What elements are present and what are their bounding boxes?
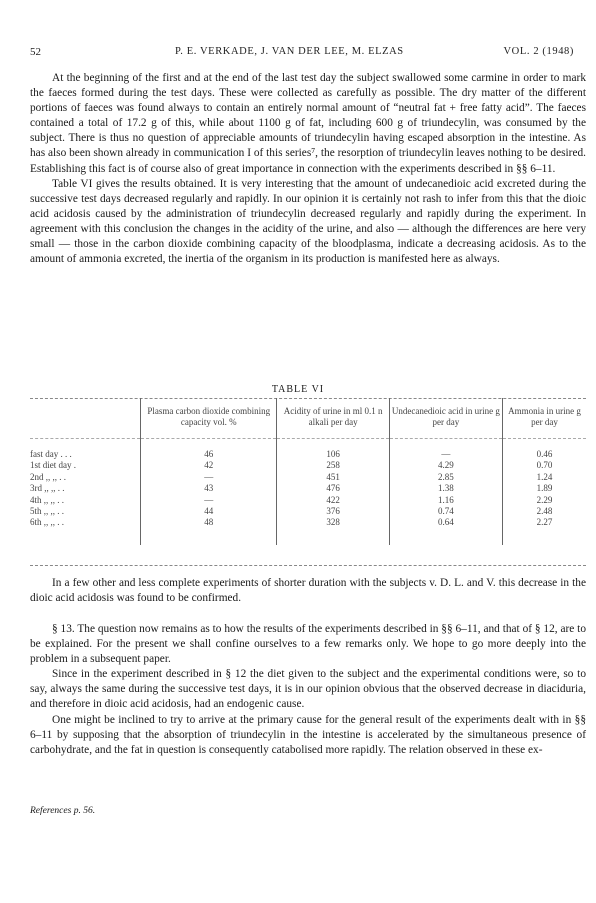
row-label: 3rd ,, ,, . . xyxy=(30,483,65,494)
table-cell: 422 xyxy=(277,495,389,506)
table-row xyxy=(30,439,586,461)
table-header-cell: Undecanedioic acid in urine g per day xyxy=(389,398,502,439)
table-cell: 2.48 xyxy=(503,506,587,517)
table-row xyxy=(30,517,586,544)
table-cell: — xyxy=(389,439,502,461)
table-row xyxy=(30,495,586,506)
table-header-row xyxy=(30,398,586,439)
table-cell: 0.74 xyxy=(389,506,502,517)
table-cell: 1.16 xyxy=(389,495,502,506)
table-header-cell: Plasma carbon dioxide combining capacity vol. % xyxy=(141,398,277,439)
table-row xyxy=(30,472,586,483)
running-header xyxy=(30,46,574,60)
table-cell: 0.70 xyxy=(503,460,587,471)
table-cell: 48 xyxy=(141,517,277,544)
body-text-bottom xyxy=(30,622,586,758)
table-row xyxy=(30,483,586,494)
row-label: 4th ,, ,, . . xyxy=(30,494,65,505)
table-cell: 43 xyxy=(141,483,277,494)
table-cell: 258 xyxy=(277,460,389,471)
table-header-cell: Acidity of urine in ml 0.1 n alkali per day xyxy=(277,398,389,439)
table-cell: 46 xyxy=(141,439,277,461)
table-row xyxy=(30,506,586,517)
row-label: 2nd ,, ,, . . xyxy=(30,471,66,482)
running-authors: P. E. VERKADE, J. VAN DER LEE, M. ELZAS xyxy=(175,46,404,57)
table-cell: 476 xyxy=(277,483,389,494)
table-row xyxy=(30,460,586,471)
paragraph: Since in the experiment described in § 12 the diet given to the subject and the experimental conditions were, so to say, always the same during the successive test days, it is in our opinion obvious that the observed decrease in diaciduria, and therefore in dioic acid acidosis, had an endogenic cause. xyxy=(30,668,586,711)
paragraph: § 13. The question now remains as to how the results of the experiments described in §§ 6–11, and that of § 12, are to be explained. For the present we shall confine ourselves to a few remarks only. We hope to go more deeply into the problem in a subsequent paper. xyxy=(30,623,586,666)
data-table xyxy=(30,398,586,545)
table-header-cell xyxy=(30,398,141,439)
table-cell: 2.85 xyxy=(389,472,502,483)
row-label: 6th ,, ,, . . xyxy=(30,517,65,528)
table-cell: 376 xyxy=(277,506,389,517)
row-label: fast day . . . xyxy=(30,449,72,459)
table-cell: 1.38 xyxy=(389,483,502,494)
table-cell: 328 xyxy=(277,517,389,544)
table-bottom-rule xyxy=(30,565,586,566)
table-cell: 451 xyxy=(277,472,389,483)
table-cell: 0.64 xyxy=(389,517,502,544)
table-cell: 1.24 xyxy=(503,472,587,483)
paragraph: At the beginning of the first and at the end of the last test day the subject swallowed some carmine in order to mark the faeces formed during the test days. These were collected as carefully as possible. The dry matter of the different portions of faeces was found always to contain an entirely normal amount of “neutral fat + free fatty acid”. The faeces contained a total of 17.2 g of this, while about 1100 g of fat, including 600 g of triundecylin, was consumed by the subject. There is thus no question of appreciable amounts of triundecylin having escaped absorption in the intestine. As has also been shown already in communication I of this series⁷, the resorption of triundecylin leaves nothing to be desired. Establishing this fact is of course also of great importance in connection with the experiments described in §§ 6–11. xyxy=(30,72,586,175)
body-text-after-table xyxy=(30,576,586,606)
row-label: 5th ,, ,, . . xyxy=(30,506,65,517)
table-cell: 0.46 xyxy=(503,439,587,461)
row-label: 1st diet day . xyxy=(30,460,76,471)
table-cell: 106 xyxy=(277,439,389,461)
volume-info: VOL. 2 (1948) xyxy=(503,46,574,57)
table-cell: 44 xyxy=(141,506,277,517)
table-cell: 4.29 xyxy=(389,460,502,471)
table-cell: 2.29 xyxy=(503,495,587,506)
paragraph: One might be inclined to try to arrive at the primary cause for the general result of the experiments dealt with in §§ 6–11 by supposing that the absorption of triundecylin in the intestine is accelerated by the simultaneous presence of carbohydrate, and the fat in question is consequently catabolised more rapidly. The relation observed in these ex- xyxy=(30,713,586,756)
table-cell: 1.89 xyxy=(503,483,587,494)
table-title: TABLE VI xyxy=(271,384,325,395)
paragraph: In a few other and less complete experiments of shorter duration with the subjects v. D. L. and V. this decrease in the dioic acid acidosis was found to be confirmed. xyxy=(30,577,586,605)
table-header-cell: Ammonia in urine g per day xyxy=(503,398,587,439)
body-text-top xyxy=(30,71,586,267)
table-cell: — xyxy=(141,472,277,483)
table-cell: — xyxy=(141,495,277,506)
page-number: 52 xyxy=(30,46,41,58)
table-cell: 2.27 xyxy=(503,517,587,544)
paragraph: Table VI gives the results obtained. It is very interesting that the amount of undecanedioic acid excreted during the successive test days decreased regularly and rapidly. In our opinion it is certainly not rash to infer from this that the dioic acid acidosis caused by the administration of triundecylin decreased regularly and rapidly during the experiment. In agreement with this conclusion the changes in the acidity of the urine, and also — although the differences are here very small — those in the carbon dioxide combining capacity of the bloodplasma, indicate a decreasing acidosis. As to the amount of ammonia excreted, the inertia of the organism in its production is manifested here as always. xyxy=(30,177,586,266)
table-cell: 42 xyxy=(141,460,277,471)
footer-references: References p. 56. xyxy=(30,806,96,816)
